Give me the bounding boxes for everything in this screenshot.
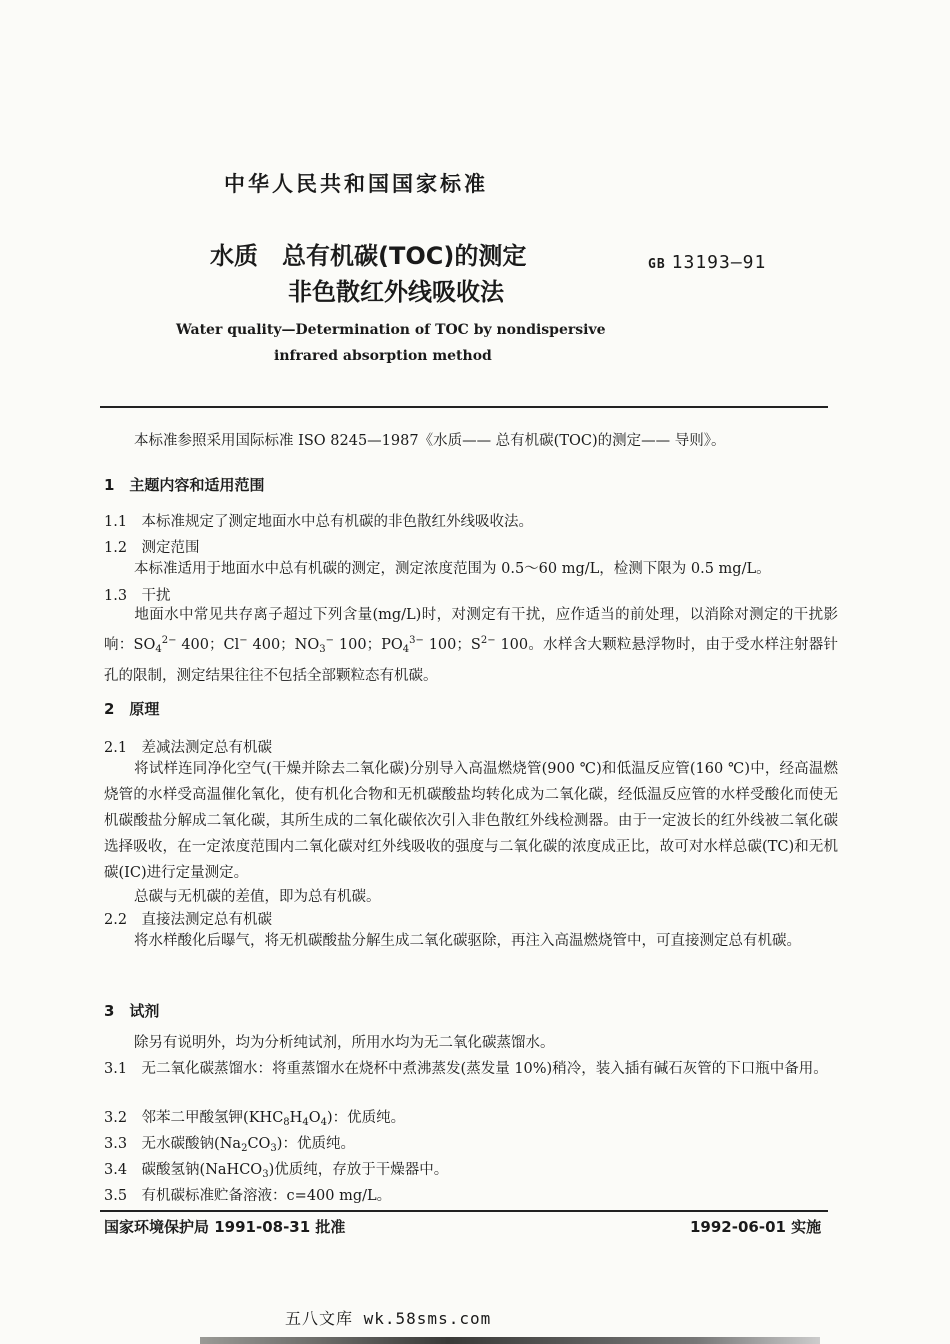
english-title-line-2: infrared absorption method — [274, 348, 492, 364]
clause-1-3-part-e: 100；S — [423, 637, 481, 653]
clause-3-2 — [104, 1106, 405, 1128]
standard-code-number: 13193—91 — [671, 252, 767, 273]
clause-3-2-c: O — [308, 1110, 321, 1126]
clause-2-2-text — [104, 928, 838, 954]
so4-superscript: 2− — [161, 635, 177, 646]
clause-1-2-text — [104, 556, 838, 582]
clause-3-3 — [104, 1132, 355, 1154]
c8-subscript: 8 — [283, 1117, 290, 1128]
hco3-subscript: 3 — [262, 1169, 269, 1180]
clause-1-3-text — [104, 602, 838, 689]
preface-paragraph — [104, 428, 838, 454]
clause-1-3-part-b: 400；Cl — [176, 637, 240, 653]
approval-line: 国家环境保护局 1991-08-31 批准 — [104, 1218, 346, 1236]
standard-code-prefix: GB — [648, 257, 666, 272]
clause-1-1: 1.1 本标准规定了测定地面水中总有机碳的非色散红外线吸收法。 — [104, 514, 534, 530]
section-1-heading: 1 主题内容和适用范围 — [104, 476, 265, 494]
preface-text: 本标准参照采用国际标准 ISO 8245—1987《水质—— 总有机碳(TOC)的测定—— 导则》。 — [134, 433, 726, 449]
scan-edge-strip — [200, 1337, 820, 1344]
clause-1-2-body: 本标准适用于地面水中总有机碳的测定，测定浓度范围为 0.5～60 mg/L，检测下限为 0.5 mg/L。 — [134, 561, 771, 577]
clause-2-1-body-2: 总碳与无机碳的差值，即为总有机碳。 — [134, 889, 381, 905]
clause-1-3-heading: 1.3 干扰 — [104, 588, 171, 604]
section-3-intro — [104, 1030, 838, 1056]
clause-1-3-part-f: 100。水样含大颗粒悬浮物时，由于受水样注射器针孔的限制，测定结果往往不包括全部颗粒态有机碳。 — [104, 637, 838, 684]
clause-3-2-a: 3.2 邻苯二甲酸氢钾(KHC — [104, 1110, 284, 1126]
clause-2-1-body: 将试样连同净化空气(干燥并除去二氧化碳)分别导入高温燃烧管(900 ℃)和低温反应管(160 ℃)中，经高温燃烧管的水样受高温催化氧化，使有机化合物和无机碳酸盐均转化成为二氧化碳，经低温反应管的水样受酸化而使无机碳酸盐分解成二氧化碳，其所生成的二氧化碳依次引入非色散红外线检测器。由于一定波长的红外线被二氧化碳选择吸收，在一定浓度范围内二氧化碳对红外线吸收的强度与二氧化碳的浓度成正比，故可对水样总碳(TC)和无机碳(IC)进行定量测定。 — [104, 761, 838, 881]
s-superscript: 2− — [480, 635, 496, 646]
clause-3-3-b: CO — [247, 1136, 271, 1152]
section-3-heading: 3 试剂 — [104, 1002, 160, 1020]
po4-subscript: 4 — [402, 644, 410, 655]
h4-subscript: 4 — [302, 1117, 309, 1128]
na2-subscript: 2 — [241, 1143, 248, 1154]
clause-3-4-b: )优质纯，存放于干燥器中。 — [268, 1162, 449, 1178]
clause-3-2-b: H — [289, 1110, 303, 1126]
clause-1-3-part-a: 地面水中常见共存离子超过下列含量(mg/L)时，对测定有干扰，应作适当的前处理，以消除对测定的干扰影响：SO — [104, 607, 838, 653]
clause-2-2-heading: 2.2 直接法测定总有机碳 — [104, 912, 273, 928]
title-line-2: 非色散红外线吸收法 — [288, 278, 504, 306]
title-line-1: 水质 总有机碳(TOC)的测定 — [210, 242, 527, 270]
clause-1-3-part-c: 400；NO — [247, 637, 320, 653]
standard-code — [648, 252, 766, 273]
clause-1-3-part-d: 100；PO — [334, 637, 403, 653]
clause-3-3-c: )：优质纯。 — [276, 1136, 355, 1152]
watermark-text: 五八文库 wk.58sms.com — [285, 1309, 492, 1328]
section-2-heading: 2 原理 — [104, 700, 160, 718]
header-rule — [100, 406, 828, 408]
no3-superscript: − — [325, 635, 335, 646]
footer-rule — [100, 1210, 828, 1212]
cl-superscript: − — [239, 635, 248, 646]
section-3-intro-text: 除另有说明外，均为分析纯试剂，所用水均为无二氧化碳蒸馏水。 — [134, 1035, 555, 1051]
so4-subscript: 4 — [155, 644, 162, 655]
clause-2-1-text — [104, 756, 838, 886]
clause-2-1-heading: 2.1 差减法测定总有机碳 — [104, 740, 273, 756]
clause-3-4 — [104, 1158, 448, 1180]
clause-3-1-text: 3.1 无二氧化碳蒸馏水：将重蒸馏水在烧杯中煮沸蒸发(蒸发量 10%)稍冷，装入插有碱石灰管的下口瓶中备用。 — [104, 1061, 828, 1077]
implementation-date: 1992-06-01 实施 — [690, 1218, 822, 1236]
po4-superscript: 3− — [409, 635, 424, 646]
clause-1-2-heading: 1.2 测定范围 — [104, 540, 200, 556]
clause-3-4-a: 3.4 碳酸氢钠(NaHCO — [104, 1162, 263, 1178]
clause-3-1 — [104, 1056, 838, 1082]
o4-subscript: 4 — [320, 1117, 327, 1128]
country-standard-heading: 中华人民共和国国家标准 — [224, 172, 488, 196]
clause-2-1-text2 — [104, 884, 838, 910]
clause-2-2-body: 将水样酸化后曝气，将无机碳酸盐分解生成二氧化碳驱除，再注入高温燃烧管中，可直接测定总有机碳。 — [134, 933, 801, 949]
english-title-line-1: Water quality—Determination of TOC by nondispersive — [176, 322, 606, 338]
clause-3-5: 3.5 有机碳标准贮备溶液：c=400 mg/L。 — [104, 1188, 392, 1204]
clause-3-2-d: )：优质纯。 — [326, 1110, 406, 1126]
co3-subscript: 3 — [270, 1143, 277, 1154]
no3-subscript: 3 — [319, 644, 326, 655]
clause-3-3-a: 3.3 无水碳酸钠(Na — [104, 1136, 242, 1152]
